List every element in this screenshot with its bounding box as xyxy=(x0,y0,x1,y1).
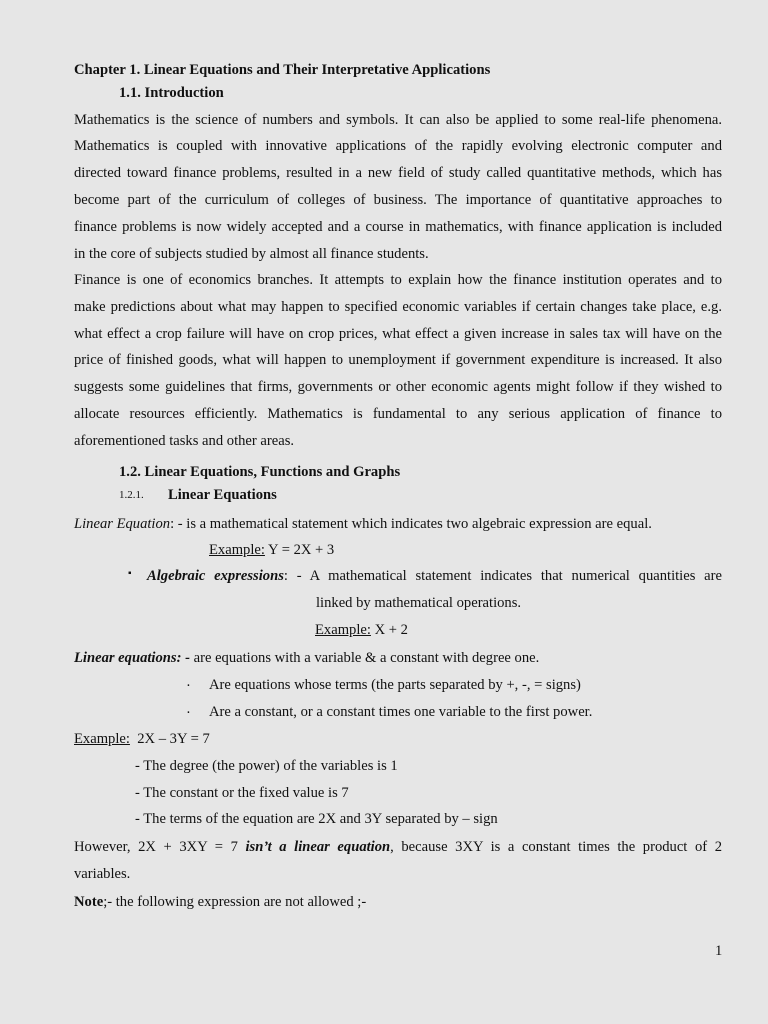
section-heading-1-2: 1.2. Linear Equations, Functions and Graphs xyxy=(119,464,401,480)
linear-equations-definition xyxy=(74,650,539,667)
example-label: Example: xyxy=(74,731,130,747)
example-3 xyxy=(74,731,210,748)
example-3-value: 2X – 3Y = 7 xyxy=(137,731,210,747)
intro-p2-line-2: make predictions about what may happen to specified economic variables if certain changes take place, e.g. xyxy=(74,299,722,315)
intro-p2-line-5: suggests some guidelines that firms, governments or other economic agents might follow if they wished to xyxy=(74,379,722,395)
intro-p2-line-3: what effect a crop failure will have on crop prices, what effect a given increase in sales tax will have on the xyxy=(74,326,722,342)
section-heading-1-2-1: Linear Equations xyxy=(168,487,277,503)
intro-p1-line-6: in the core of subjects studied by almost all finance students. xyxy=(74,246,429,262)
note-label: Note xyxy=(74,894,104,910)
intro-p1-line-5: finance problems is now widely accepted and a course in mathematics, with finance application is included xyxy=(74,219,722,235)
example-label: Example: xyxy=(209,542,265,558)
algebraic-expressions-term: Algebraic expressions xyxy=(147,568,284,584)
algebraic-expressions-line-1 xyxy=(147,568,722,585)
intro-p1-line-2: Mathematics is coupled with innovative applications of the rapidly evolving electronic computer and xyxy=(74,138,722,154)
linear-equations-text: are equations with a variable & a constant with degree one. xyxy=(189,650,540,666)
linear-equations-point-2: Are a constant, or a constant times one variable to the first power. xyxy=(209,704,593,720)
intro-p2-line-4: price of finished goods, what will happen to unemployment if government expenditure is increased. It also xyxy=(74,352,722,368)
note-text: ;- the following expression are not allowed ;- xyxy=(103,894,367,910)
linear-equation-term: Linear Equation xyxy=(74,516,171,532)
note-line xyxy=(74,894,366,911)
linear-equations-point-1: Are equations whose terms (the parts separated by +, -, = signs) xyxy=(209,677,581,693)
linear-equations-term: Linear equations: - xyxy=(74,650,190,666)
page-number: 1 xyxy=(715,943,723,959)
bullet-icon: ▪ xyxy=(128,568,132,579)
example-label: Example: xyxy=(315,622,371,638)
however-line-1 xyxy=(74,839,722,856)
example-2-value: X + 2 xyxy=(374,622,408,638)
example-1 xyxy=(209,542,334,559)
linear-equation-text: : - is a mathematical statement which indicates two algebraic expression are equal. xyxy=(170,516,652,532)
example-1-value: Y = 2X + 3 xyxy=(268,542,335,558)
intro-p1-line-4: become part of the curriculum of colleges of business. The importance of quantitative approaches to xyxy=(74,192,722,208)
algebraic-expressions-text: : - A mathematical statement indicates that numerical quantities are xyxy=(283,568,722,584)
intro-p1-line-3: directed toward finance problems, resulted in a new field of study called quantitative methods, which has xyxy=(74,165,722,181)
section-heading-1-1: 1.1. Introduction xyxy=(119,85,224,101)
example-3-note-2: - The constant or the fixed value is 7 xyxy=(135,785,349,801)
intro-p2-line-7: aforementioned tasks and other areas. xyxy=(74,433,295,449)
example-2 xyxy=(315,622,408,639)
intro-p2-line-6: allocate resources efficiently. Mathematics is fundamental to any serious application of finance to xyxy=(74,406,722,422)
example-3-note-3: - The terms of the equation are 2X and 3Y separated by – sign xyxy=(135,811,498,827)
example-3-note-1: - The degree (the power) of the variables is 1 xyxy=(135,758,398,774)
however-line-2: variables. xyxy=(74,866,131,882)
however-pre: However, 2X + 3XY = 7 xyxy=(74,839,246,855)
however-bold: isn’t a linear equation xyxy=(245,839,391,855)
intro-p1-line-1: Mathematics is the science of numbers and symbols. It can also be applied to some real-life phenomena. xyxy=(74,112,722,128)
linear-equation-definition xyxy=(74,516,652,533)
dot-bullet-icon: · xyxy=(186,705,191,721)
dot-bullet-icon: · xyxy=(186,678,191,694)
however-post: , because 3XY is a constant times the product of 2 xyxy=(390,839,722,855)
section-number-1-2-1: 1.2.1. xyxy=(119,489,144,501)
algebraic-expressions-line-2: linked by mathematical operations. xyxy=(316,595,522,611)
chapter-title: Chapter 1. Linear Equations and Their Interpretative Applications xyxy=(74,62,491,78)
intro-p2-line-1: Finance is one of economics branches. It attempts to explain how the finance institution operates and to xyxy=(74,272,722,288)
